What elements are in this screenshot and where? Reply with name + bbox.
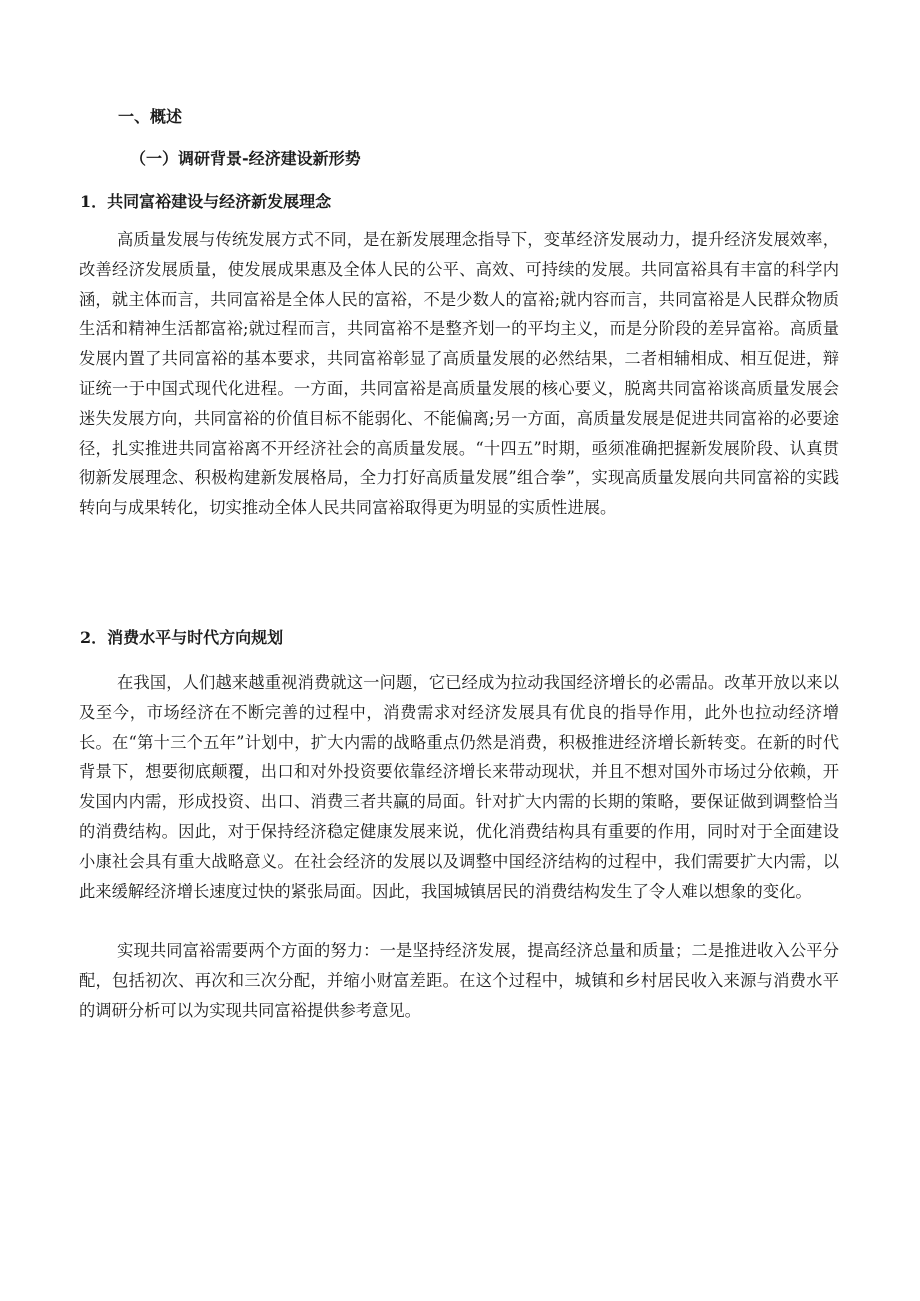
paragraph-3: 实现共同富裕需要两个方面的努力：一是坚持经济发展，提高经济总量和质量；二是推进收入公平分配，包括初次、再次和三次分配，并缩小财富差距。在这个过程中，城镇和乡村居民收入来源与消费水平的调研分析可以为实现共同富裕提供参考意见。 — [79, 941, 839, 1020]
item-heading-2: 2．消费水平与时代方向规划 — [80, 628, 284, 647]
subsection-title: （一）调研背景-经济建设新形势 — [130, 149, 361, 168]
item-heading-1: 1．共同富裕建设与经济新发展理念 — [80, 192, 332, 211]
section-title: 一、概述 — [118, 107, 183, 126]
paragraph-2: 在我国，人们越来越重视消费就这一问题，它已经成为拉动我国经济增长的必需品。改革开放以来以及至今，市场经济在不断完善的过程中，消费需求对经济发展具有优良的指导作用，此外也拉动经济增长。在“第十三个五年”计划中，扩大内需的战略重点仍然是消费，积极推进经济增长新转变。在新的时代背景下，想要彻底颠覆，出口和对外投资要依靠经济增长来带动现状，并且不想对国外市场过分依赖，开发国内内需，形成投资、出口、消费三者共赢的局面。针对扩大内需的长期的策略，要保证做到调整恰当的消费结构。因此，对于保持经济稳定健康发展来说，优化消费结构具有重要的作用，同时对于全面建设小康社会具有重大战略意义。在社会经济的发展以及调整中国经济结构的过程中，我们需要扩大内需，以此来缓解经济增长速度过快的紧张局面。因此，我国城镇居民的消费结构发生了令人难以想象的变化。 — [79, 673, 839, 901]
paragraph-1: 高质量发展与传统发展方式不同，是在新发展理念指导下，变革经济发展动力，提升经济发展效率，改善经济发展质量，使发展成果惠及全体人民的公平、高效、可持续的发展。共同富裕具有丰富的科学内涵，就主体而言，共同富裕是全体人民的富裕，不是少数人的富裕;就内容而言，共同富裕是人民群众物质生活和精神生活都富裕;就过程而言，共同富裕不是整齐划一的平均主义，而是分阶段的差异富裕。高质量发展内置了共同富裕的基本要求，共同富裕彰显了高质量发展的必然结果，二者相辅相成、相互促进，辩证统一于中国式现代化进程。一方面，共同富裕是高质量发展的核心要义，脱离共同富裕谈高质量发展会迷失发展方向，共同富裕的价值目标不能弱化、不能偏离;另一方面，高质量发展是促进共同富裕的必要途径，扎实推进共同富裕离不开经济社会的高质量发展。“十四五”时期，亟须准确把握新发展阶段、认真贯彻新发展理念、积极构建新发展格局，全力打好高质量发展”组合拳”，实现高质量发展向共同富裕的实践转向与成果转化，切实推动全体人民共同富裕取得更为明显的实质性进展。 — [79, 230, 839, 518]
